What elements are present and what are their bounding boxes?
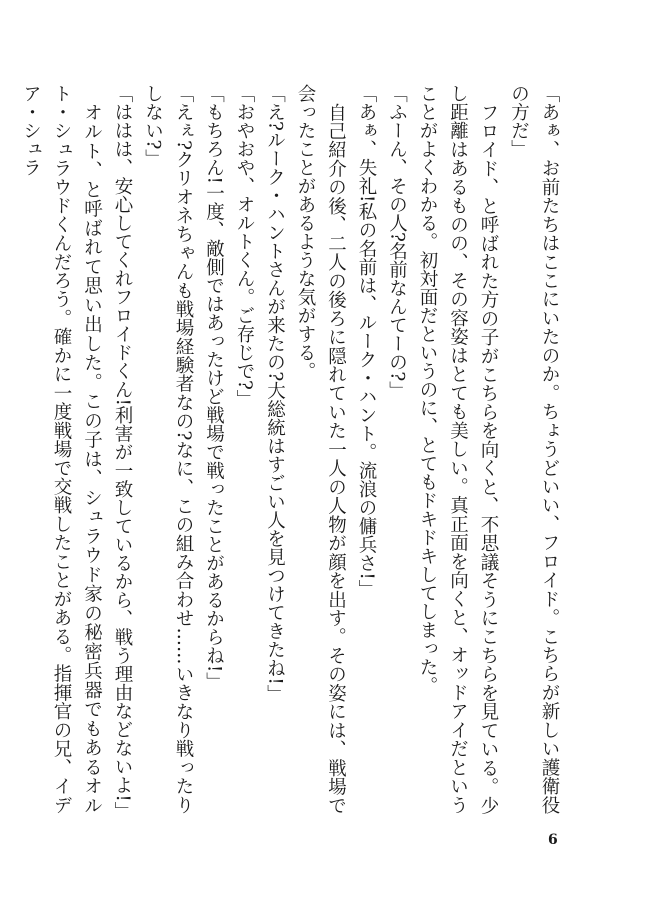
paragraph-dialogue-5: 「おやおや、オルトくん。ご存じで?」 <box>234 84 255 409</box>
paragraph-dialogue-4: 「え?ルーク・ハントさんが来たの?大総統はすごい人を見つけてきたね!」 <box>264 84 286 704</box>
paragraph-dialogue-6: 「もちろん!一度、敵側ではあったけど戦場で戦ったことがあるからね!」 <box>203 84 225 691</box>
paragraph-dialogue-1: 「あぁ、お前たちはここにいたのか。ちょうどいい、フロイド。こちらが新しい護衛役の方だ」 <box>508 84 560 814</box>
paragraph-dialogue-3: 「あぁ、失礼!私の名前は、ルーク・ハント。流浪の傭兵さ!」 <box>356 84 377 599</box>
paragraph-dialogue-7: 「えぇ?クリオネちゃんも戦場経験者なの?なに、この組み合わせ……いきなり戦ったりしない?」 <box>142 84 194 814</box>
paragraph-narration-1: フロイド、と呼ばれた方の子がこちらを向くと、不思議そうにこちらを見ている。少し距離はあるものの、その容姿はとても美しい。真正面を向くと、オッドアイだということがよくわかる。初対面だというのに、とてもドキドキしてしまった。 <box>417 84 499 814</box>
paragraph-narration-2: 自己紹介の後、二人の後ろに隠れていた一人の人物が顔を出す。その姿には、戦場で会ったことがあるような気がする。 <box>295 84 347 815</box>
vertical-text-body <box>20 84 564 821</box>
paragraph-dialogue-8: 「ははは、安心してくれフロイドくん!利害が一致しているから、戦う理由などないよ!」 <box>112 84 133 821</box>
paragraph-dialogue-2: 「ふーん、その人?名前なんてーの?」 <box>386 84 408 400</box>
paragraph-narration-3: オルト、と呼ばれて思い出した。この子は、シュラウド家の秘密兵器でもあるオルト・シュラウドくんだろう。確かに一度戦場で交戦したことがある。指揮官の兄、イデア・シュラ <box>20 84 103 814</box>
page-number: 6 <box>548 832 558 848</box>
